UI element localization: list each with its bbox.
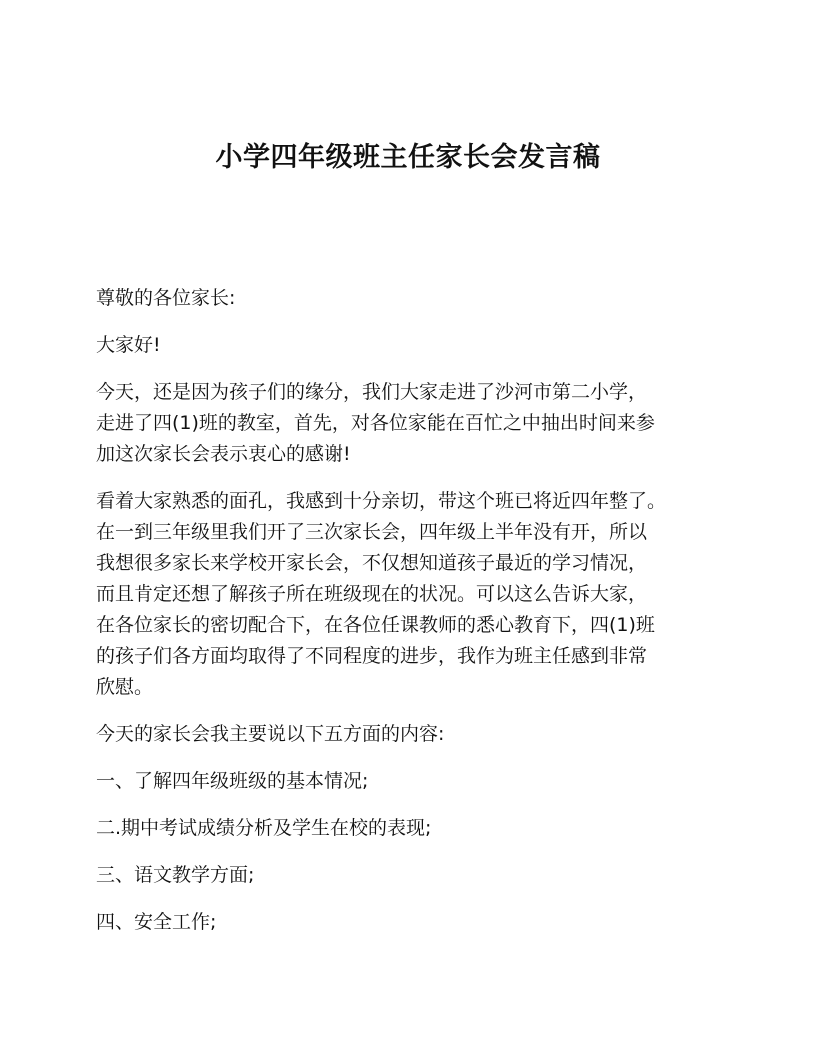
text-line: 二.期中考试成绩分析及学生在校的表现; [96, 817, 432, 839]
agenda-item-3 [96, 860, 726, 891]
text-line: 大家好! [96, 334, 161, 356]
text-line: 而且肯定还想了解孩子所在班级现在的状况。可以这么告诉大家， [96, 583, 648, 605]
text-line: 四、安全工作; [96, 911, 217, 933]
agenda-item-1 [96, 766, 726, 797]
agenda-item-4 [96, 907, 726, 938]
text-line: 走进了四(1)班的教室，首先，对各位家能在百忙之中抽出时间来参 [96, 412, 655, 434]
text-line: 在一到三年级里我们开了三次家长会，四年级上半年没有开，所以 [96, 521, 648, 543]
text-line: 在各位家长的密切配合下，在各位任课教师的悉心教育下，四(1)班 [96, 614, 655, 636]
paragraph-hello [96, 330, 726, 361]
text-line: 欣慰。 [96, 676, 154, 698]
text-line: 尊敬的各位家长: [96, 287, 236, 309]
text-line: 三、语文教学方面; [96, 864, 255, 886]
text-line: 一、了解四年级班级的基本情况; [96, 770, 369, 792]
paragraph-class-overview [96, 486, 726, 703]
text-line: 看着大家熟悉的面孔，我感到十分亲切，带这个班已将近四年整了。 [96, 490, 667, 512]
page-title: 小学四年级班主任家长会发言稿 [215, 142, 601, 174]
paragraph-agenda-intro [96, 719, 726, 750]
text-line: 今天，还是因为孩子们的缘分，我们大家走进了沙河市第二小学， [96, 381, 648, 403]
agenda-item-2 [96, 813, 726, 844]
text-line: 今天的家长会我主要说以下五方面的内容: [96, 723, 445, 745]
text-line: 的孩子们各方面均取得了不同程度的进步，我作为班主任感到非常 [96, 645, 648, 667]
text-line: 我想很多家长来学校开家长会，不仅想知道孩子最近的学习情况， [96, 552, 648, 574]
paragraph-thanks [96, 377, 726, 470]
document-body [96, 283, 726, 954]
text-line: 加这次家长会表示衷心的感谢! [96, 443, 351, 465]
paragraph-greeting [96, 283, 726, 314]
